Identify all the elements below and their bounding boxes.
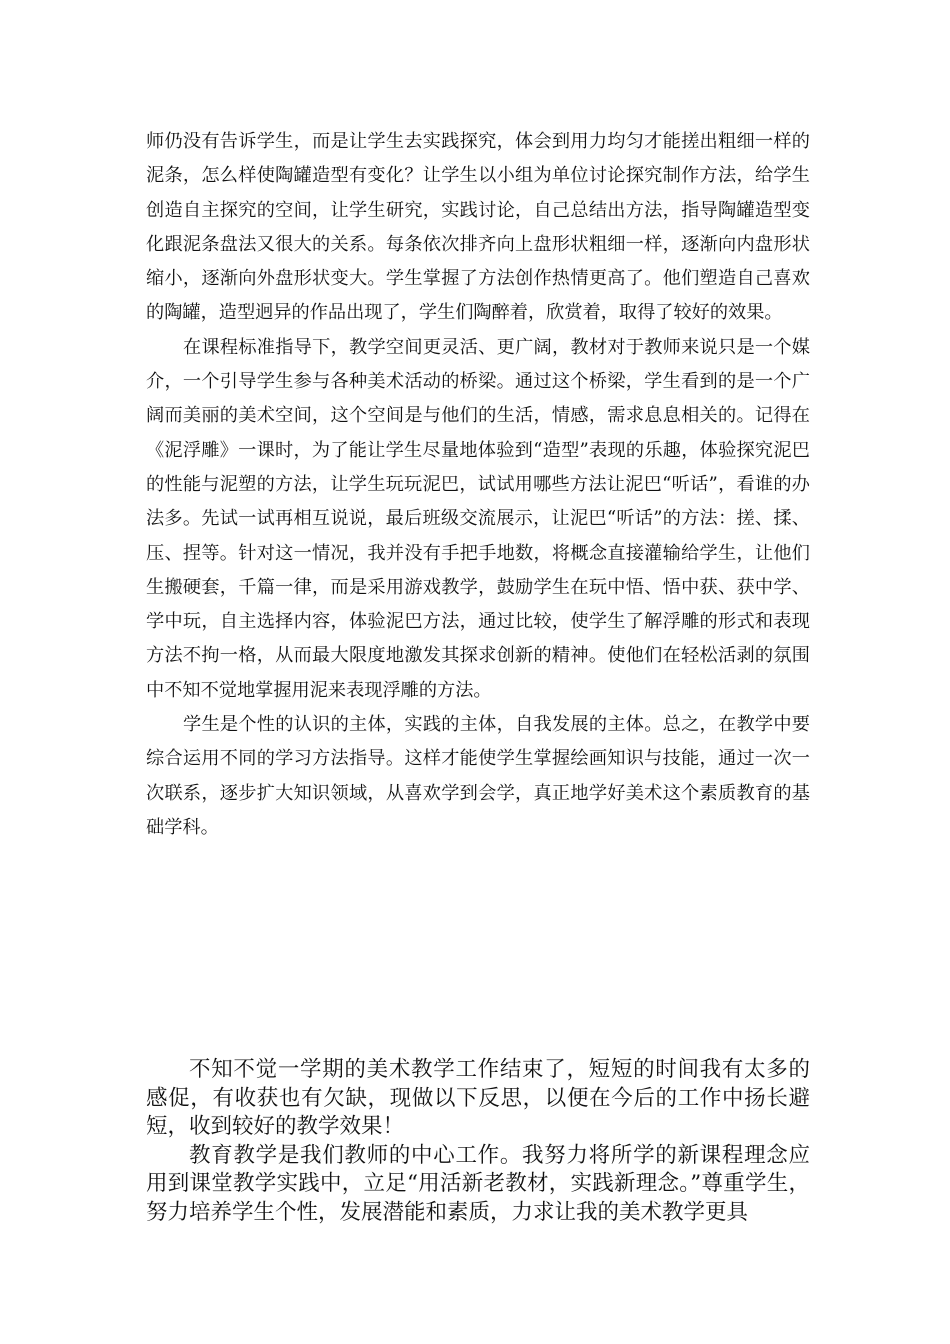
body-text-section bbox=[146, 125, 810, 845]
reflection-text-section bbox=[146, 1056, 810, 1228]
paragraph: 教育教学是我们教师的中心工作。我努力将所学的新课程理念应用到课堂教学实践中，立足“用活新老教材，实践新理念。”尊重学生，努力培养学生个性，发展潜能和素质，力求让我的美术教学更具 bbox=[146, 1142, 810, 1225]
paragraph: 在课程标准指导下，教学空间更灵活、更广阔，教材对于教师来说只是一个媒介，一个引导学生参与各种美术活动的桥梁。通过这个桥梁，学生看到的是一个广阔而美丽的美术空间，这个空间是与他们的生活，情感，需求息息相关的。记得在《泥浮雕》一课时，为了能让学生尽量地体验到“造型”表现的乐趣，体验探究泥巴的性能与泥塑的方法，让学生玩玩泥巴，试试用哪些方法让泥巴“听话”，看谁的办法多。先试一试再相互说说，最后班级交流展示，让泥巴“听话”的方法：搓、揉、压、捏等。针对这一情况，我并没有手把手地数，将概念直接灌输给学生，让他们生搬硬套，千篇一律，而是采用游戏教学，鼓励学生在玩中悟、悟中获、获中学、学中玩，自主选择内容，体验泥巴方法，通过比较，使学生了解浮雕的形式和表现方法不拘一格，从而最大限度地激发其探求创新的精神。使他们在轻松活剥的氛围中不知不觉地掌握用泥来表现浮雕的方法。 bbox=[146, 336, 810, 701]
paragraph: 学生是个性的认识的主体，实践的主体，自我发展的主体。总之，在教学中要综合运用不同的学习方法指导。这样才能使学生掌握绘画知识与技能，通过一次一次联系，逐步扩大知识领域，从喜欢学到会学，真正地学好美术这个素质教育的基础学科。 bbox=[146, 714, 810, 838]
paragraph: 师仍没有告诉学生，而是让学生去实践探究，体会到用力均匀才能搓出粗细一样的泥条，怎么样使陶罐造型有变化？让学生以小组为单位讨论探究制作方法，给学生创造自主探究的空间，让学生研究，实践讨论，自己总结出方法，指导陶罐造型变化跟泥条盘法又很大的关系。每条依次排齐向上盘形状粗细一样，逐渐向内盘形状缩小，逐渐向外盘形状变大。学生掌握了方法创作热情更高了。他们塑造自己喜欢的陶罐，造型迥异的作品出现了，学生们陶醉着，欣赏着，取得了较好的效果。 bbox=[146, 131, 810, 324]
paragraph: 不知不觉一学期的美术教学工作结束了，短短的时间我有太多的感促，有收获也有欠缺，现做以下反思，以便在今后的工作中扬长避短，收到较好的教学效果！ bbox=[146, 1057, 810, 1140]
